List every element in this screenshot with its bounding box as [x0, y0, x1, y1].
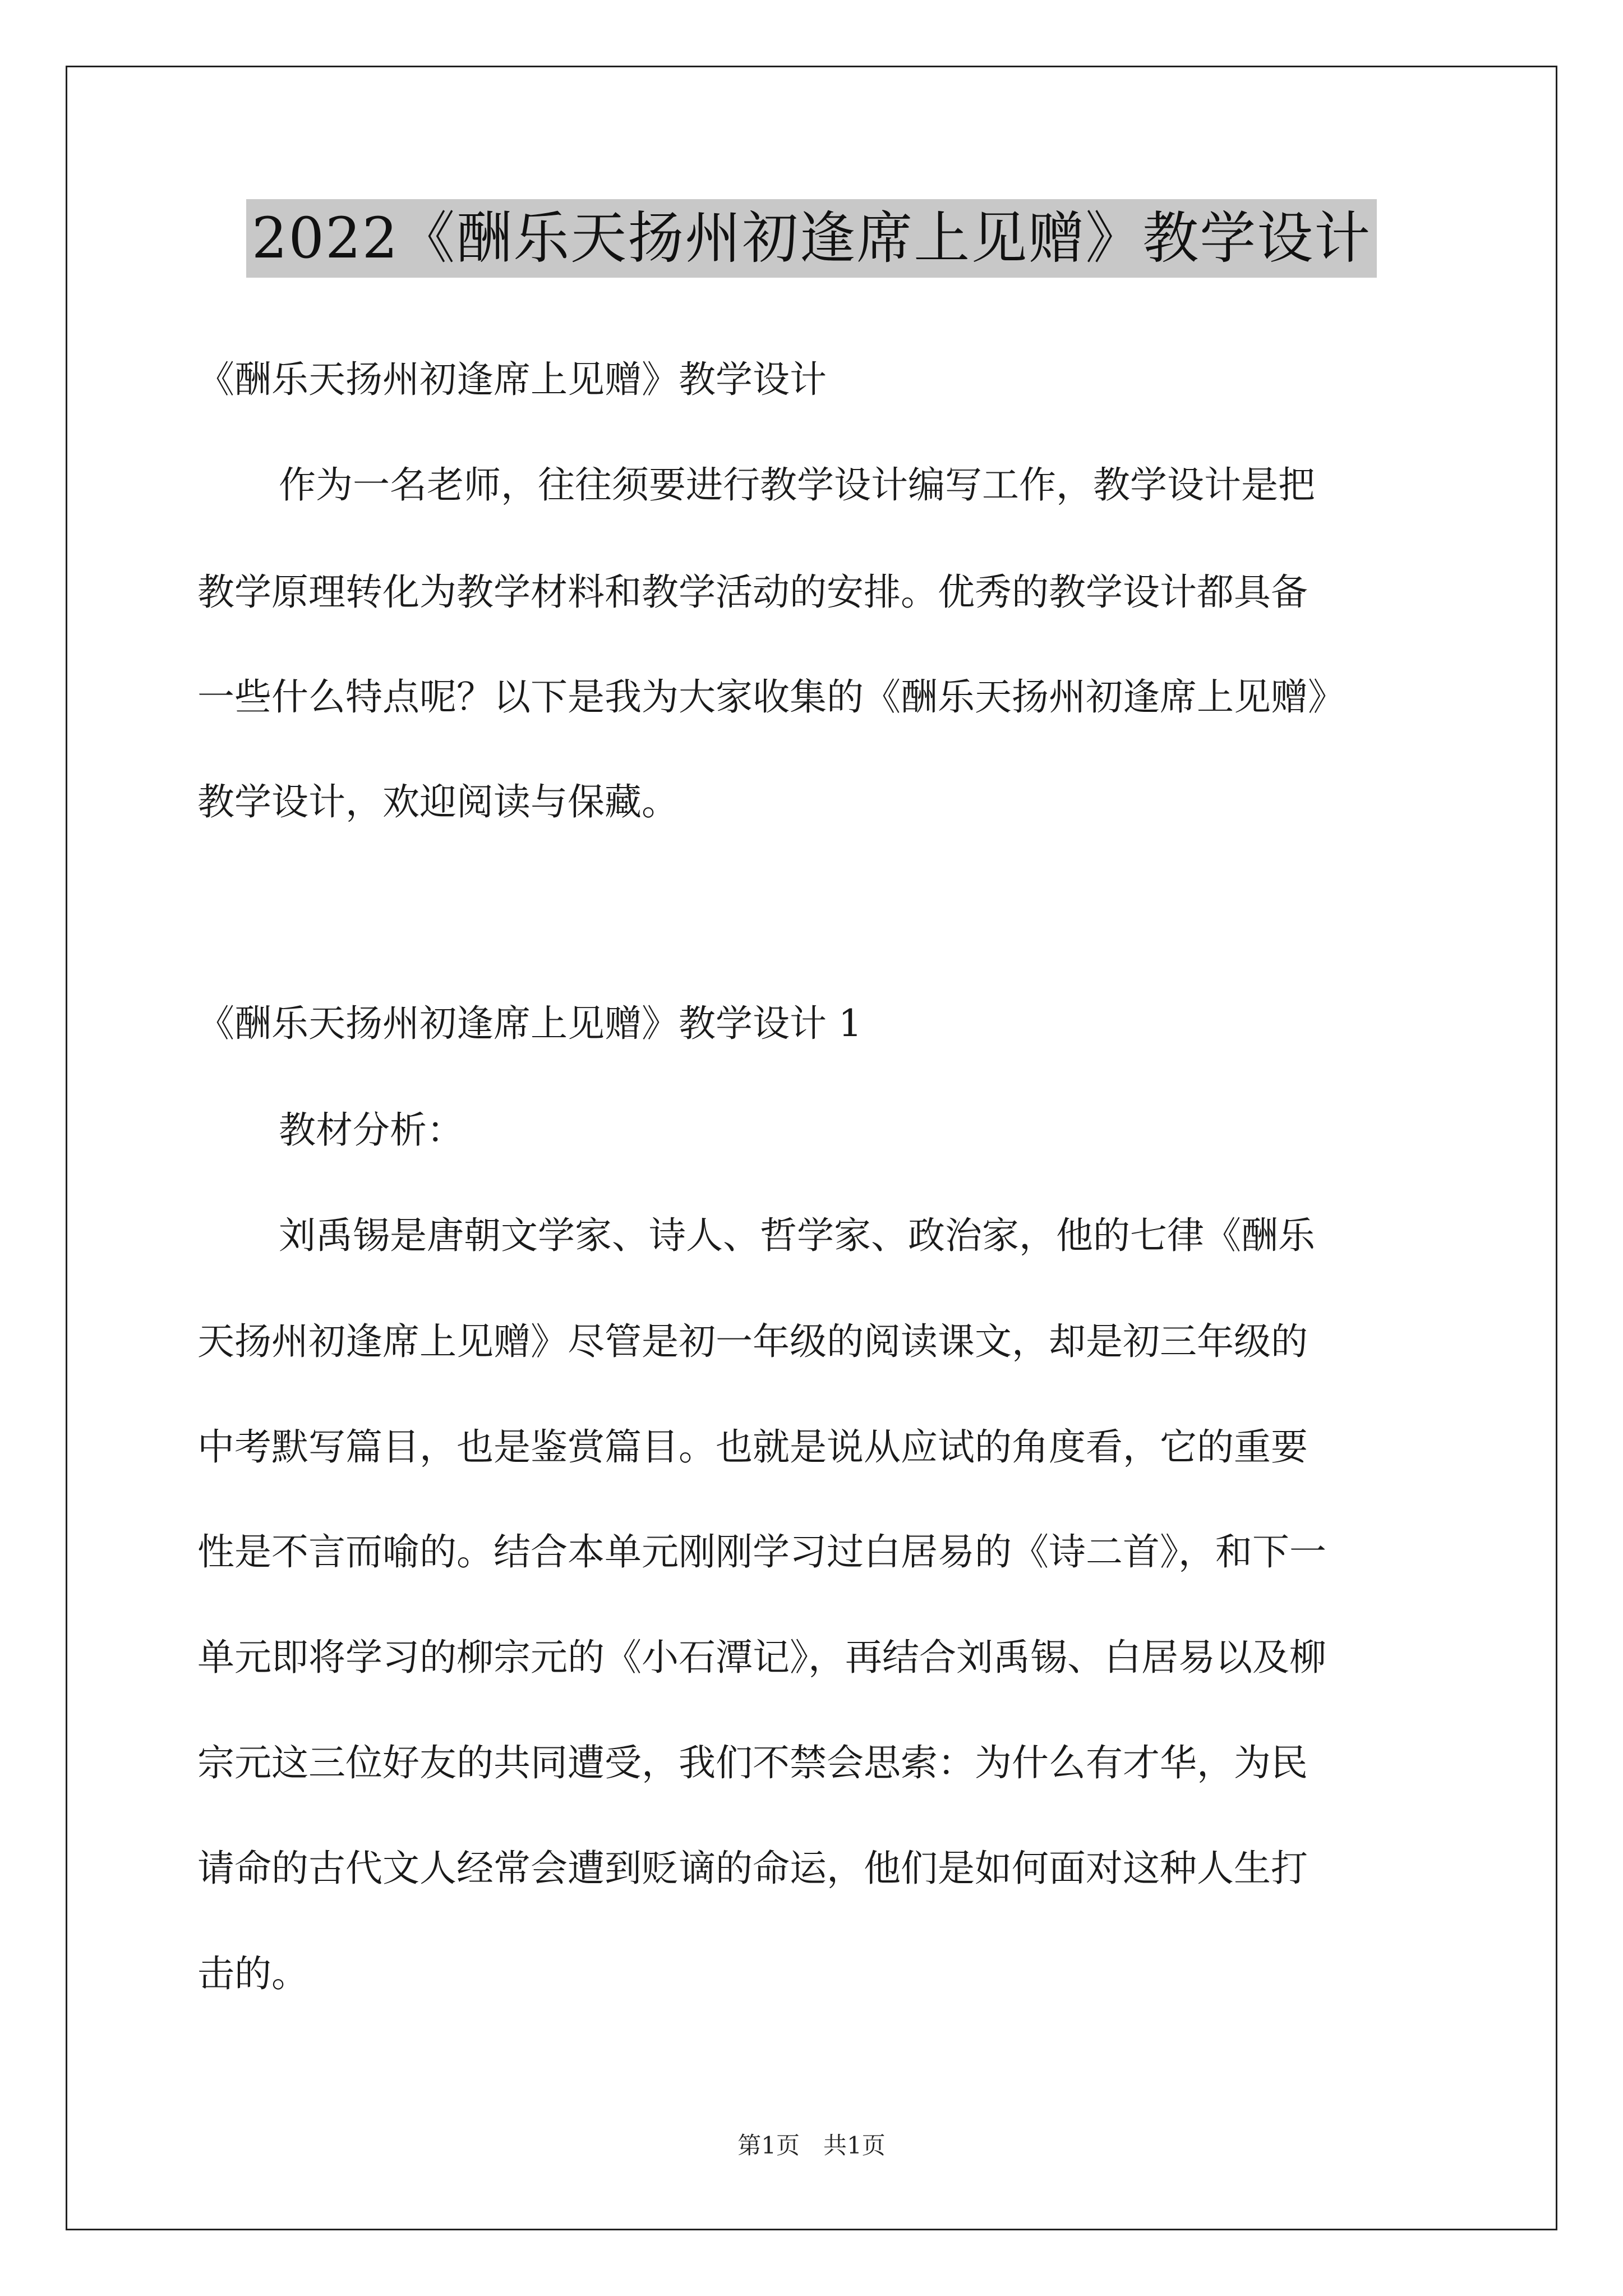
analysis-label: 教材分析：: [279, 1108, 464, 1152]
intro-line: 一些什么特点呢？以下是我为大家收集的《酬乐天扬州初逢席上见赠》: [197, 675, 1345, 719]
document-title: 2022《酬乐天扬州初逢席上见赠》教学设计: [246, 199, 1377, 278]
document-subtitle: 《酬乐天扬州初逢席上见赠》教学设计: [197, 358, 827, 401]
intro-line: 教学设计，欢迎阅读与保藏。: [197, 780, 679, 823]
intro-line: 作为一名老师，往往须要进行教学设计编写工作，教学设计是把: [279, 463, 1315, 507]
analysis-line: 宗元这三位好友的共同遭受，我们不禁会思索：为什么有才华，为民: [197, 1741, 1308, 1784]
analysis-line: 中考默写篇目，也是鉴赏篇目。也就是说从应试的角度看，它的重要: [197, 1425, 1308, 1469]
analysis-line: 击的。: [197, 1952, 308, 1995]
section-heading: 《酬乐天扬州初逢席上见赠》教学设计 1: [197, 1002, 862, 1045]
intro-line: 教学原理转化为教学材料和教学活动的安排。优秀的教学设计都具备: [197, 570, 1308, 614]
analysis-line: 刘禹锡是唐朝文学家、诗人、哲学家、政治家，他的七律《酬乐: [279, 1214, 1315, 1257]
title-wrap: [0, 199, 1623, 278]
analysis-line: 天扬州初逢席上见赠》尽管是初一年级的阅读课文，却是初三年级的: [197, 1320, 1308, 1363]
analysis-line: 性是不言而喻的。结合本单元刚刚学习过白居易的《诗二首》，和下一: [197, 1530, 1326, 1573]
analysis-line: 请命的古代文人经常会遭到贬谪的命运，他们是如何面对这种人生打: [197, 1847, 1308, 1890]
analysis-line: 单元即将学习的柳宗元的《小石潭记》，再结合刘禹锡、白居易以及柳: [197, 1636, 1326, 1679]
page-footer: 第1页 共1页: [737, 2132, 886, 2159]
